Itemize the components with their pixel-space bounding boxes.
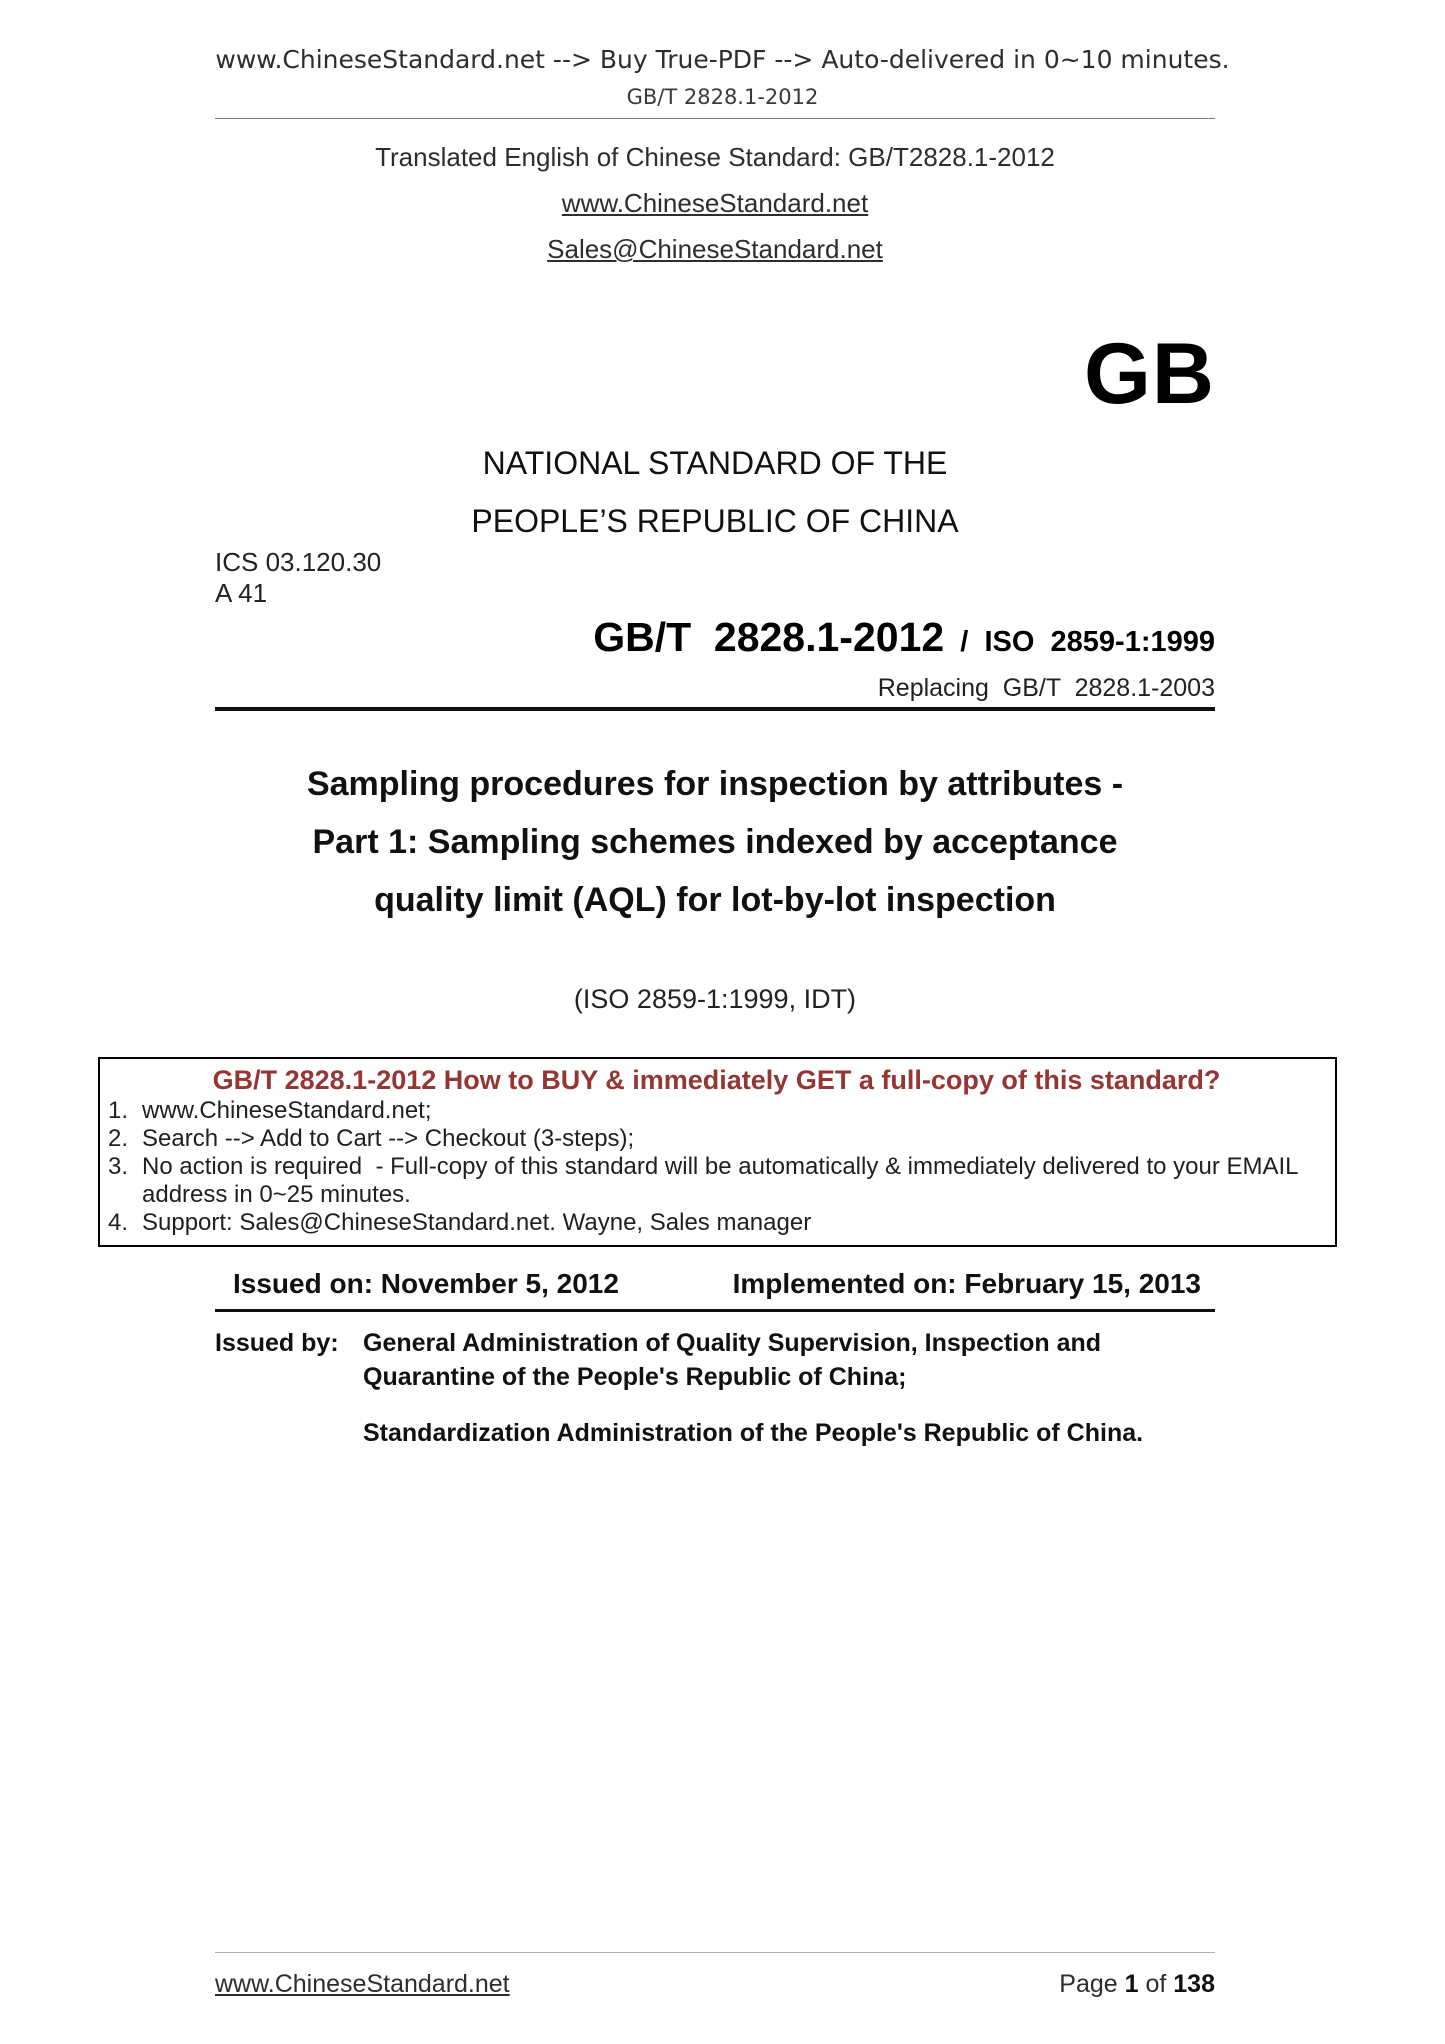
email-link[interactable]: Sales@ChineseStandard.net [547,234,883,264]
buy-info-box [98,1057,1337,1247]
page-number: 1 [1124,1970,1139,1998]
of-label: of [1145,1970,1167,1998]
national-standard-line1: NATIONAL STANDARD OF THE [482,445,948,481]
page-footer [215,1952,1215,1999]
national-standard-line2: PEOPLE’S REPUBLIC OF CHINA [471,503,959,539]
buy-step-4 [108,1209,1325,1237]
buy-box-heading: GB/T 2828.1-2012 How to BUY & immediately GET a full-copy of this standard? [212,1065,1221,1095]
buy-step-3-text: No action is required - Full-copy of this standard will be automatically & immediately delivered to your EMAIL address in 0~25 minutes. [142,1153,1305,1208]
buy-step-3 [108,1153,1325,1209]
site-link[interactable]: www.ChineseStandard.net [561,188,869,218]
buy-step-2-number: 2. [108,1125,129,1152]
idt-note: (ISO 2859-1:1999, IDT) [573,984,857,1014]
buy-steps-list [108,1097,1325,1237]
issued-by-section [215,1326,1215,1450]
title-line1: Sampling procedures for inspection by attributes - [306,765,1124,803]
footer-site-link[interactable]: www.ChineseStandard.net [215,1970,510,1998]
header-doc-code: GB/T 2828.1-2012 [626,85,819,109]
gb-logo: GB [1084,326,1215,422]
buy-step-2-text: Search --> Add to Cart --> Checkout (3-steps); [142,1125,635,1152]
issuer-list [363,1326,1215,1450]
footer-row [215,1953,1215,1999]
standard-title [215,755,1215,929]
issued-by-label: Issued by: [215,1329,339,1357]
standard-code: GB/T 2828.1-2012 [593,614,945,660]
issuer-2: Standardization Administration of the People's Republic of China. [363,1419,1144,1447]
title-line2: Part 1: Sampling schemes indexed by acceptance [312,823,1118,861]
site-link-row [215,187,1215,219]
top-banner: www.ChineseStandard.net --> Buy True-PDF --> Auto-delivered in 0~10 minutes. [215,45,1230,74]
buy-step-2 [108,1125,1325,1153]
title-line3: quality limit (AQL) for lot-by-lot inspection [374,881,1056,919]
buy-step-1-text: www.ChineseStandard.net; [142,1097,432,1124]
classification-code: A 41 [215,578,268,608]
page-indicator [1059,1969,1215,1999]
total-pages: 138 [1173,1970,1215,1998]
issue-dates-row [215,1267,1215,1301]
buy-step-1 [108,1097,1325,1125]
email-link-row [215,233,1215,265]
ics-code: ICS 03.120.30 [215,547,382,577]
buy-step-4-text: Support: Sales@ChineseStandard.net. Wayne, Sales manager [142,1209,812,1236]
issuance-divider [215,1309,1215,1312]
iso-reference: / ISO 2859-1:1999 [944,626,1215,658]
header-divider [215,118,1215,119]
buy-step-3-number: 3. [108,1153,129,1180]
issuer-1: General Administration of Quality Supervision, Inspection and Quarantine of the People's Republic of China; [363,1329,1102,1391]
standard-code-line [215,613,1215,671]
translated-title: Translated English of Chinese Standard: GB/T2828.1-2012 [375,142,1055,172]
issued-on-date: Issued on: November 5, 2012 [233,1268,619,1299]
title-divider [215,707,1215,711]
replacing-note: Replacing GB/T 2828.1-2003 [877,674,1215,702]
buy-step-1-number: 1. [108,1097,129,1124]
page-label: Page [1059,1970,1118,1998]
buy-step-4-number: 4. [108,1209,129,1236]
implemented-on-date: Implemented on: February 15, 2013 [732,1268,1201,1299]
